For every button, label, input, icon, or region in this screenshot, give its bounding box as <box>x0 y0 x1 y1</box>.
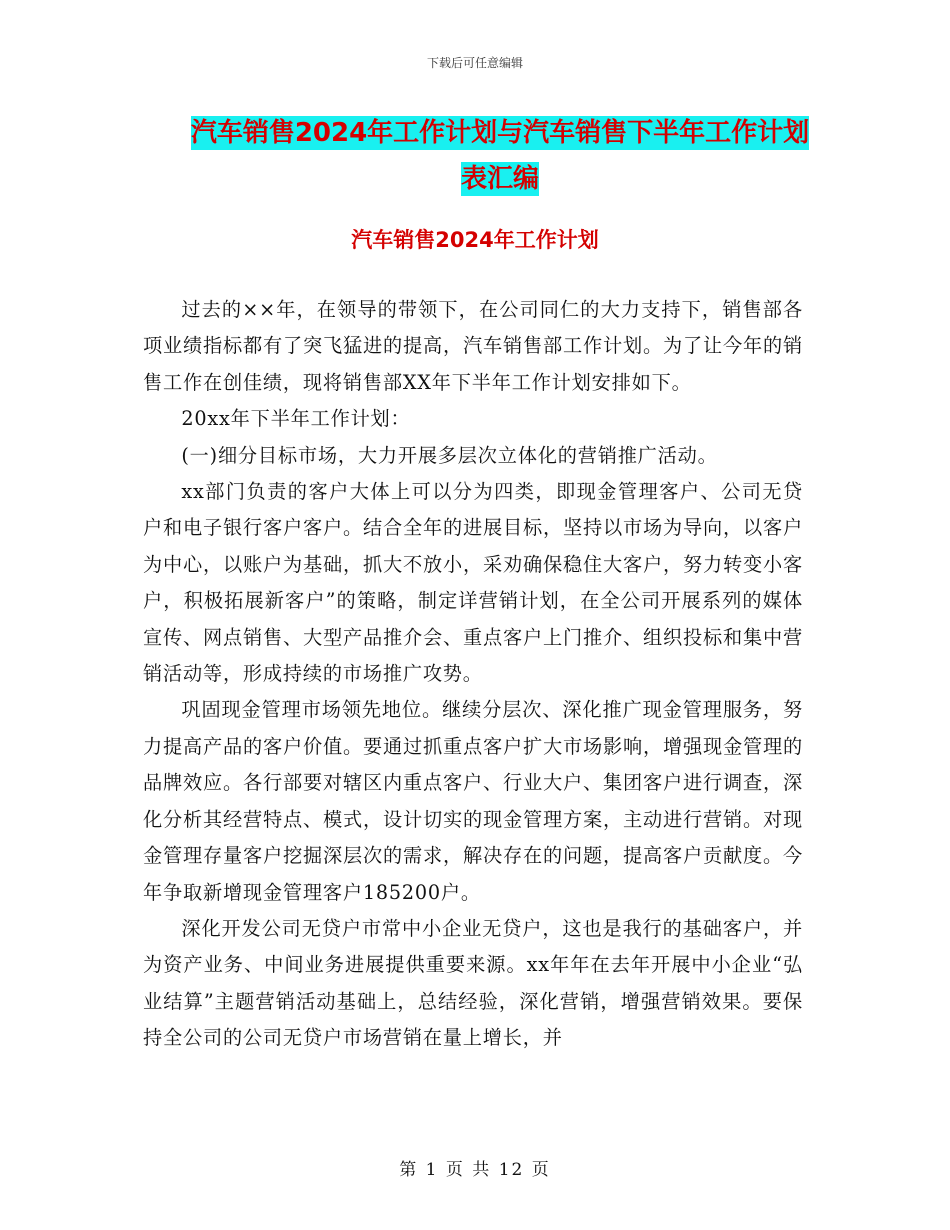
paragraph: xx部门负责的客户大体上可以分为四类，即现金管理客户、公司无贷户和电子银行客户客户。结合全年的进展目标，坚持以市场为导向，以客户为中心，以账户为基础，抓大不放小，采劝确保稳住大客户，努力转变小客户，积极拓展新客户”的策略，制定详营销计划，在全公司开展系列的媒体宣传、网点销售、大型产品推介会、重点客户上门推介、组织投标和集中营销活动等，形成持续的市场推广攻势。 <box>143 480 803 686</box>
paragraph: 深化开发公司无贷户市常中小企业无贷户，这也是我行的基础客户，并为资产业务、中间业务进展提供重要来源。xx年年在去年开展中小企业“弘业结算”主题营销活动基础上，总结经验，深化营销，增强营销效果。要保持全公司的公司无贷户市场营销在量上增长，并 <box>143 916 803 1050</box>
paragraph: (一)细分目标市场，大力开展多层次立体化的营销推广活动。 <box>181 443 718 467</box>
paragraph: 巩固现金管理市场领先地位。继续分层次、深化推广现金管理服务，努力提高产品的客户价值。要通过抓重点客户扩大市场影响，增强现金管理的品牌效应。各行部要对辖区内重点客户、行业大户、集团客户进行调查，深化分析其经营特点、模式，设计切实的现金管理方案，主动进行营销。对现金管理存量客户挖掘深层次的需求，解决存在的问题，提高客户贡献度。今年争取新增现金管理客户185200户。 <box>143 698 803 904</box>
document-title <box>150 110 850 202</box>
page-footer: 第 1 页 共 12 页 <box>399 1160 551 1180</box>
paragraph: 20xx年下半年工作计划： <box>181 407 411 431</box>
paragraph: 过去的××年，在领导的带领下，在公司同仁的大力支持下，销售部各项业绩指标都有了突飞猛进的提高，汽车销售部工作计划。为了让今年的销售工作在创佳绩，现将销售部XX年下半年工作计划安排如下。 <box>143 298 803 394</box>
body-text <box>143 292 803 1057</box>
document-title-line-1: 汽车销售2024年工作计划与汽车销售下半年工作计划 <box>190 118 810 148</box>
header-note: 下载后可任意编辑 <box>426 56 523 70</box>
document-title-line-2: 表汇编 <box>460 164 539 194</box>
section-title: 汽车销售2024年工作计划 <box>351 228 599 252</box>
